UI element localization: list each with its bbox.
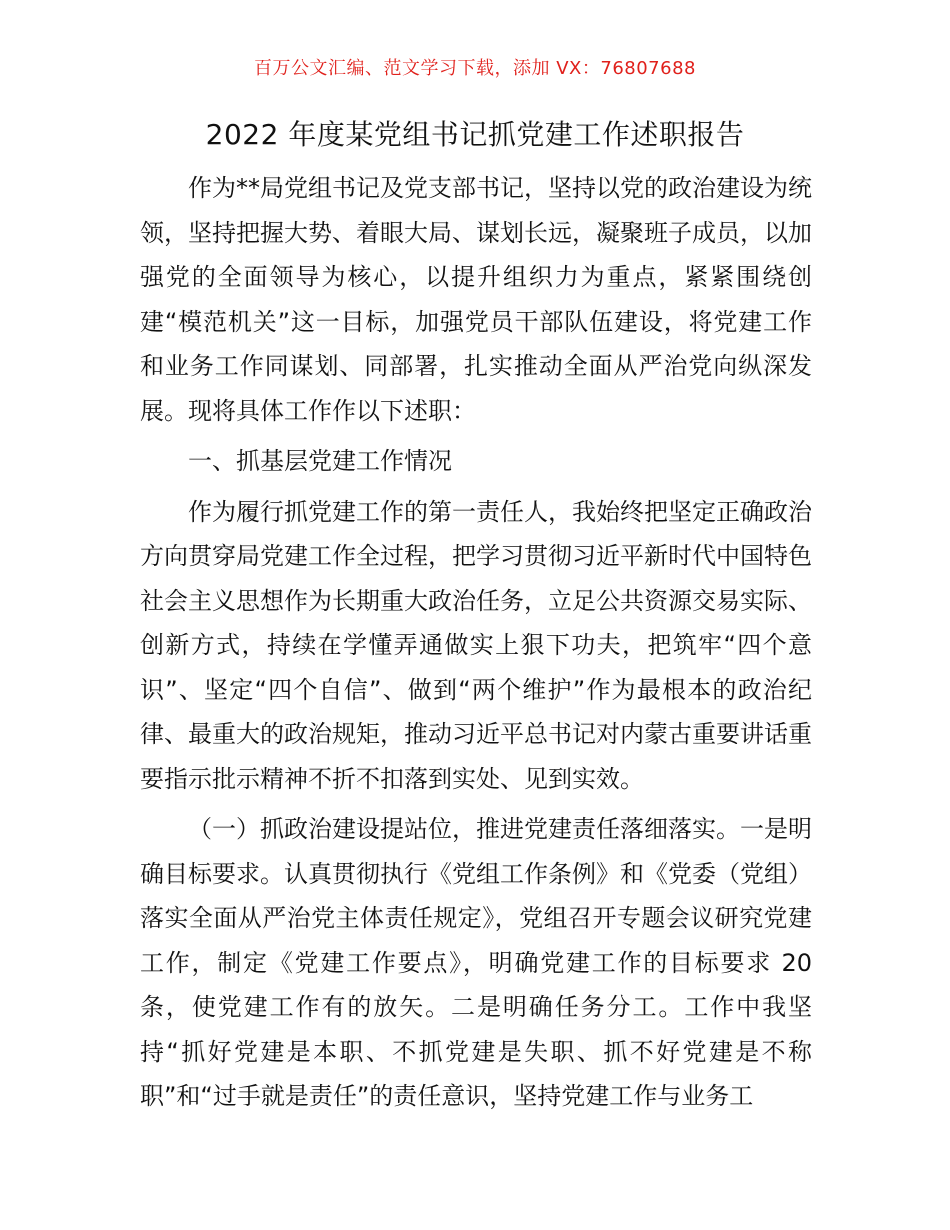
watermark-banner: 百万公文汇编、范文学习下载，添加 VX：76807688 xyxy=(254,58,696,79)
body-paragraph: 作为履行抓党建工作的第一责任人，我始终把坚定正确政治方向贯穿局党建工作全过程，把学习贯彻习近平新时代中国特色社会主义思想作为长期重大政治任务，立足公共资源交易实际、创新方式，持续在学懂弄通做实上狠下功夫，把筑牢“四个意识”、坚定“四个自信”、做到“两个维护”作为最根本的政治纪律、最重大的政治规矩，推动习近平总书记对内蒙古重要讲话重要指示批示精神不折不扣落到实处、见到实效。 xyxy=(140,497,812,793)
document-body xyxy=(140,166,812,1125)
section-heading: 一、抓基层党建工作情况 xyxy=(188,447,452,475)
subsection-paragraph: （一）抓政治建设提站位，推进党建责任落细落实。一是明确目标要求。认真贯彻执行《党组工作条例》和《党委（党组）落实全面从严治党主体责任规定》，党组召开专题会议研究党建工作，制定《党建工作要点》，明确党建工作的目标要求 20 条，使党建工作有的放矢。二是明确任务分工。工作中我坚持“抓好党建是本职、不抓党建是失职、抓不好党建是不称职”和“过手就是责任”的责任意识，坚持党建工作与业务工 xyxy=(140,815,812,1110)
document-title: 2022 年度某党组书记抓党建工作述职报告 xyxy=(205,118,745,151)
intro-paragraph: 作为**局党组书记及党支部书记，坚持以党的政治建设为统领，坚持把握大势、着眼大局、谋划长远，凝聚班子成员，以加强党的全面领导为核心，以提升组织力为重点，紧紧围绕创建“模范机关”这一目标，加强党员干部队伍建设，将党建工作和业务工作同谋划、同部署，扎实推动全面从严治党向纵深发展。现将具体工作作以下述职： xyxy=(140,174,812,425)
